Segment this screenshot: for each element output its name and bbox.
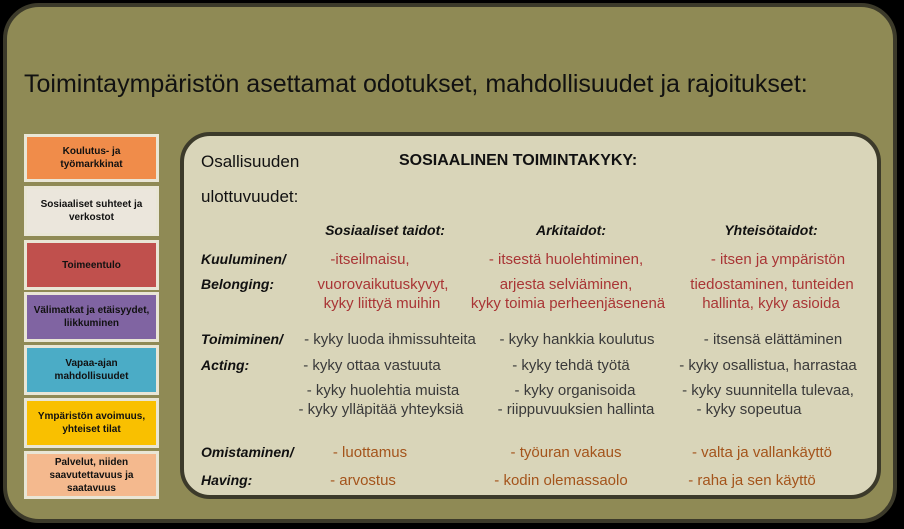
dimensions-label-line-2: ulottuvuudet: — [201, 187, 299, 206]
row-label-having-2: Having: — [201, 472, 253, 488]
factor-label: Ympäristön avoimuus, yhteiset tilat — [37, 411, 146, 435]
acting-community-item-3: - kyky suunnitella tulevaa, — [682, 382, 854, 399]
belonging-community-item-3: hallinta, kyky asioida — [702, 295, 840, 312]
factor-box-open-environment — [24, 398, 159, 448]
factor-label: Toimeentulo — [62, 259, 121, 271]
acting-everyday-item-1: - kyky hankkia koulutus — [499, 331, 655, 348]
dimensions-label-line-1: Osallisuuden — [201, 152, 300, 171]
belonging-social-item-1: -itseilmaisu, — [330, 251, 410, 268]
col-header-social-skills: Sosiaaliset taidot: — [325, 222, 445, 238]
belonging-everyday-item-2: arjesta selviäminen, — [499, 276, 633, 293]
having-community-item-1: - valta ja vallankäyttö — [691, 444, 833, 461]
factor-box-services — [24, 451, 159, 499]
acting-everyday-item-3: - kyky organisoida — [514, 382, 636, 399]
factor-label: Koulutus- ja työmarkkinat — [60, 146, 123, 170]
factor-label: Sosiaaliset suhteet ja verkostot — [40, 199, 143, 223]
col-header-everyday-skills: Arkitaidot: — [536, 222, 606, 238]
having-social-item-2: - arvostus — [330, 472, 396, 489]
acting-social-item-2: - kyky ottaa vastuuta — [303, 357, 441, 374]
having-everyday-item-2: - kodin olemassaolo — [494, 472, 628, 489]
factor-box-social-relations — [24, 186, 159, 236]
belonging-everyday-item-3: kyky toimia perheenjäsenenä — [470, 295, 666, 312]
belonging-social-item-3: kyky liittyä muihin — [323, 295, 441, 312]
row-label-acting-1: Toimiminen/ — [201, 331, 283, 347]
belonging-community-item-1: - itsen ja ympäristön — [710, 251, 846, 268]
row-label-belonging-1: Kuuluminen/ — [201, 251, 286, 267]
factor-box-livelihood — [24, 240, 159, 290]
acting-social-item-3: - kyky huolehtia muista — [306, 382, 460, 399]
acting-everyday-item-2: - kyky tehdä työtä — [512, 357, 630, 374]
belonging-community-item-2: tiedostaminen, tunteiden — [690, 276, 854, 293]
factor-box-leisure — [24, 345, 159, 395]
diagram-heading: Toimintaympäristön asettamat odotukset, mahdollisuudet ja rajoitukset: — [24, 70, 808, 98]
row-label-belonging-2: Belonging: — [201, 276, 275, 292]
factor-box-distances-mobility — [24, 292, 159, 342]
belonging-everyday-item-1: - itsestä huolehtiminen, — [488, 251, 644, 268]
having-everyday-item-1: - työuran vakaus — [510, 444, 622, 461]
factor-label: Välimatkat ja etäisyydet, liikkuminen — [33, 305, 150, 329]
row-label-acting-2: Acting: — [201, 357, 250, 373]
acting-community-item-4: - kyky sopeutua — [696, 401, 802, 418]
factor-box-education-labour — [24, 134, 159, 182]
col-header-community-skills: Yhteisötaidot: — [724, 222, 818, 238]
factor-label: Vapaa-ajan mahdollisuudet — [54, 358, 129, 382]
factor-label: Palvelut, niiden saavutettavuus ja saatavuus — [49, 456, 134, 494]
having-community-item-2: - raha ja sen käyttö — [688, 472, 816, 489]
belonging-social-item-2: vuorovaikutuskyvyt, — [317, 276, 449, 293]
acting-social-item-4: - kyky ylläpitää yhteyksiä — [298, 401, 464, 418]
acting-everyday-item-4: - riippuvuuksien hallinta — [497, 401, 655, 418]
having-social-item-1: - luottamus — [332, 444, 408, 461]
acting-social-item-1: - kyky luoda ihmissuhteita — [304, 331, 476, 348]
acting-community-item-1: - itsensä elättäminen — [703, 331, 843, 348]
panel-title: SOSIAALINEN TOIMINTAKYKY: — [399, 152, 638, 169]
acting-community-item-2: - kyky osallistua, harrastaa — [679, 357, 857, 374]
row-label-having-1: Omistaminen/ — [201, 444, 294, 460]
